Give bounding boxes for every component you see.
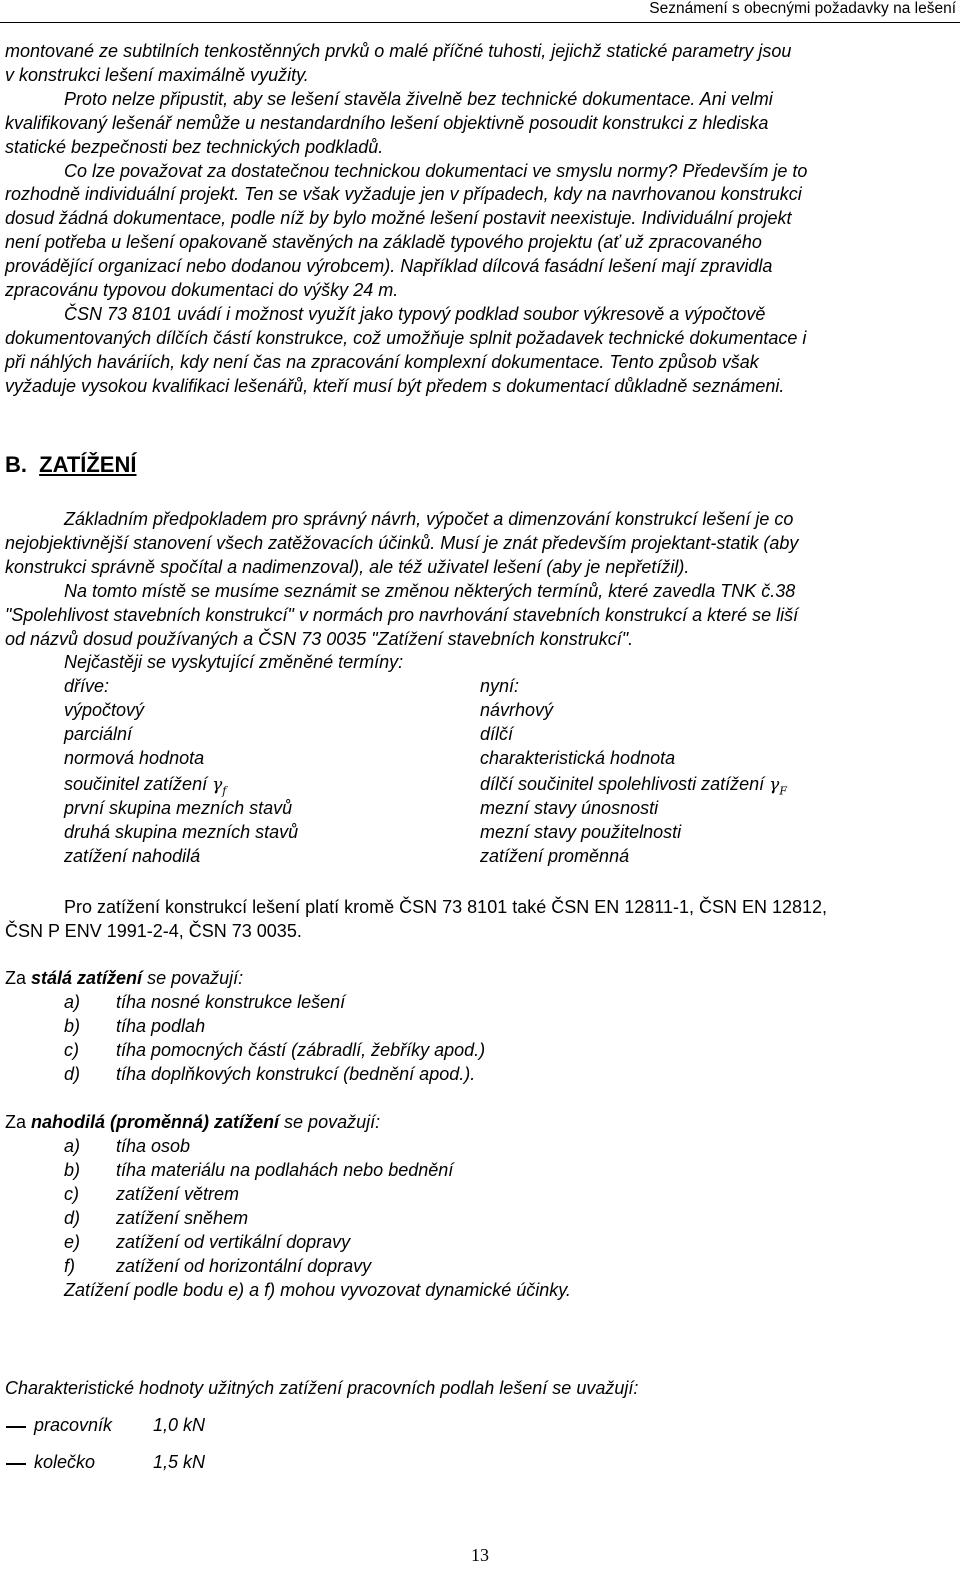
text-line: není potřeba u lešení opakovaně stavěných na základě typového projektu (ať už zpracovaného xyxy=(5,232,762,253)
text-line: kvalifikovaný lešenář nemůže u nestandardního lešení objektivně posoudit konstrukci z hlediska xyxy=(5,112,769,133)
text-line: "Spolehlivost stavebních konstrukcí" v normách pro navrhování stavebních konstrukcí a které se liší xyxy=(5,604,799,625)
term-new: dílčí xyxy=(480,724,514,744)
load-value: 1,5 kN xyxy=(153,1452,206,1472)
section-letter: B. xyxy=(5,452,27,477)
text-line: při náhlých haváriích, kdy není čas na zpracování komplexní dokumentace. Tento způsob však xyxy=(5,351,759,372)
text-line: v konstrukci lešení maximálně využity. xyxy=(5,64,309,85)
running-header: Seznámení s obecnými požadavky na lešení xyxy=(649,0,956,17)
term-old-with-symbol xyxy=(64,774,226,797)
lead-text: se považují: xyxy=(142,968,244,988)
text-line: od názvů dosud používaných a ČSN 73 0035 "Zatížení stavebních konstrukcí". xyxy=(5,628,634,649)
text-line: dosud žádná dokumentace, podle níž by bylo možné lešení postavit neexistuje. Individuální projekt xyxy=(5,208,792,229)
list-item-mark: b) xyxy=(64,1160,81,1180)
list-item-mark: b) xyxy=(64,1016,81,1036)
list-item-mark: d) xyxy=(64,1208,81,1228)
lead-text: Za xyxy=(5,1112,32,1132)
term-old: první skupina mezních stavů xyxy=(64,798,293,818)
text-line: nejobjektivnější stanovení všech zatěžovacích účinků. Musí je znát především projektant-statik (aby xyxy=(5,532,799,553)
term-new: zatížení proměnná xyxy=(480,846,630,866)
load-name: pracovník xyxy=(34,1415,113,1435)
lead-text: Za xyxy=(5,968,32,988)
section-title: ZATÍŽENÍ xyxy=(39,452,137,477)
text-line: Proto nelze připustit, aby se lešení stavěla živelně bez technické dokumentace. Ani velmi xyxy=(64,88,773,109)
permanent-loads-lead xyxy=(5,968,243,989)
text-line: provádějící organizací nebo dodanou výrobcem). Například dílcová fasádní lešení mají zpravidla xyxy=(5,256,773,277)
list-item-mark: d) xyxy=(64,1064,81,1084)
text-line: ČSN 73 8101 uvádí i možnost využít jako typový podklad soubor výkresově a výpočtově xyxy=(64,303,766,324)
page-number: 13 xyxy=(471,1545,489,1565)
load-name: kolečko xyxy=(34,1452,96,1472)
dynamic-note: Zatížení podle bodu e) a f) mohou vyvozovat dynamické účinky. xyxy=(64,1280,571,1300)
text-line: zpracovánu typovou dokumentaci do výšky 24 m. xyxy=(5,280,399,301)
load-value: 1,0 kN xyxy=(153,1415,206,1435)
list-item: zatížení sněhem xyxy=(116,1208,249,1228)
term-old: zatížení nahodilá xyxy=(64,846,201,866)
text-line: konstrukci správně spočítal a nadimenzoval), ale též uživatel lešení (aby je nepřetížil). xyxy=(5,556,690,577)
term-new: mezní stavy únosnosti xyxy=(480,798,659,818)
text-line: statické bezpečnosti bez technických podkladů. xyxy=(5,136,384,157)
terms-header-new: nyní: xyxy=(480,676,520,696)
text-line: Základním předpokladem pro správný návrh, výpočet a dimenzování konstrukcí lešení je co xyxy=(64,509,794,529)
list-item-mark: c) xyxy=(64,1184,79,1204)
term-old: normová hodnota xyxy=(64,748,205,768)
list-item: zatížení od horizontální dopravy xyxy=(116,1256,372,1276)
lead-bold: nahodilá (proměnná) zatížení xyxy=(31,1112,280,1132)
dash-bullet xyxy=(6,1426,26,1428)
list-item-mark: a) xyxy=(64,992,81,1012)
text-line: rozhodně individuální projekt. Ten se však vyžaduje jen v případech, kdy na navrhovanou konstrukci xyxy=(5,184,802,205)
section-heading xyxy=(5,452,136,478)
text-line: Pro zatížení konstrukcí lešení platí kromě ČSN 73 8101 také ČSN EN 12811-1, ČSN EN 12812, xyxy=(64,897,828,917)
list-item: tíha osob xyxy=(116,1136,191,1156)
norms-paragraph xyxy=(5,896,956,944)
term-old: výpočtový xyxy=(64,700,145,720)
term-old: parciální xyxy=(64,724,133,744)
lead-text: se považují: xyxy=(279,1112,381,1132)
term-old: druhá skupina mezních stavů xyxy=(64,822,299,842)
term-new: návrhový xyxy=(480,700,554,720)
list-item: tíha materiálu na podlahách nebo bednění xyxy=(116,1160,454,1180)
term-new: charakteristická hodnota xyxy=(480,748,676,768)
intro-paragraph xyxy=(5,40,956,399)
list-item: zatížení větrem xyxy=(116,1184,240,1204)
body-paragraphs xyxy=(5,508,956,675)
list-item-mark: a) xyxy=(64,1136,81,1156)
text-line: Co lze považovat za dostatečnou technickou dokumentaci ve smyslu normy? Především je to xyxy=(64,160,808,181)
terms-intro: Nejčastěji se vyskytující změněné termíny: xyxy=(64,652,404,673)
text-line: ČSN P ENV 1991-2-4, ČSN 73 0035. xyxy=(5,920,302,941)
list-item: tíha pomocných částí (zábradlí, žebříky apod.) xyxy=(116,1040,486,1060)
header-rule xyxy=(0,22,960,23)
list-item-mark: e) xyxy=(64,1232,81,1252)
text-line: dokumentovaných dílčích částí konstrukce, což umožňuje splnit požadavek technické dokumentace i xyxy=(5,327,807,348)
list-item: tíha nosné konstrukce lešení xyxy=(116,992,346,1012)
gamma-F-symbol: $\gamma_F$ xyxy=(769,775,787,798)
term-new: mezní stavy použitelnosti xyxy=(480,822,682,842)
dash-bullet xyxy=(6,1463,26,1465)
terms-header-old: dříve: xyxy=(64,676,110,696)
variable-loads-lead xyxy=(5,1112,380,1133)
gamma-f-symbol: $\gamma_f$ xyxy=(212,775,227,798)
term-new-with-symbol xyxy=(480,774,787,797)
list-item: zatížení od vertikální dopravy xyxy=(116,1232,351,1252)
term-new: dílčí součinitel spolehlivosti zatížení xyxy=(480,774,765,794)
lead-bold: stálá zatížení xyxy=(31,968,143,988)
text-line: vyžaduje vysokou kvalifikaci lešenářů, kteří musí být předem s dokumentací důkladně seznámeni. xyxy=(5,375,785,396)
text-line: Na tomto místě se musíme seznámit se změnou některých termínů, které zavedla TNK č.38 xyxy=(64,580,796,601)
list-item-mark: c) xyxy=(64,1040,79,1060)
characteristic-lead: Charakteristické hodnoty užitných zatížení pracovních podlah lešení se uvažují: xyxy=(5,1378,639,1398)
text-line: montované ze subtilních tenkostěnných prvků o malé příčné tuhosti, jejichž statické parametry jsou xyxy=(5,41,792,61)
list-item: tíha doplňkových konstrukcí (bednění apod.). xyxy=(116,1064,476,1084)
list-item: tíha podlah xyxy=(116,1016,206,1036)
list-item-mark: f) xyxy=(64,1256,75,1276)
term-old: součinitel zatížení xyxy=(64,774,208,794)
